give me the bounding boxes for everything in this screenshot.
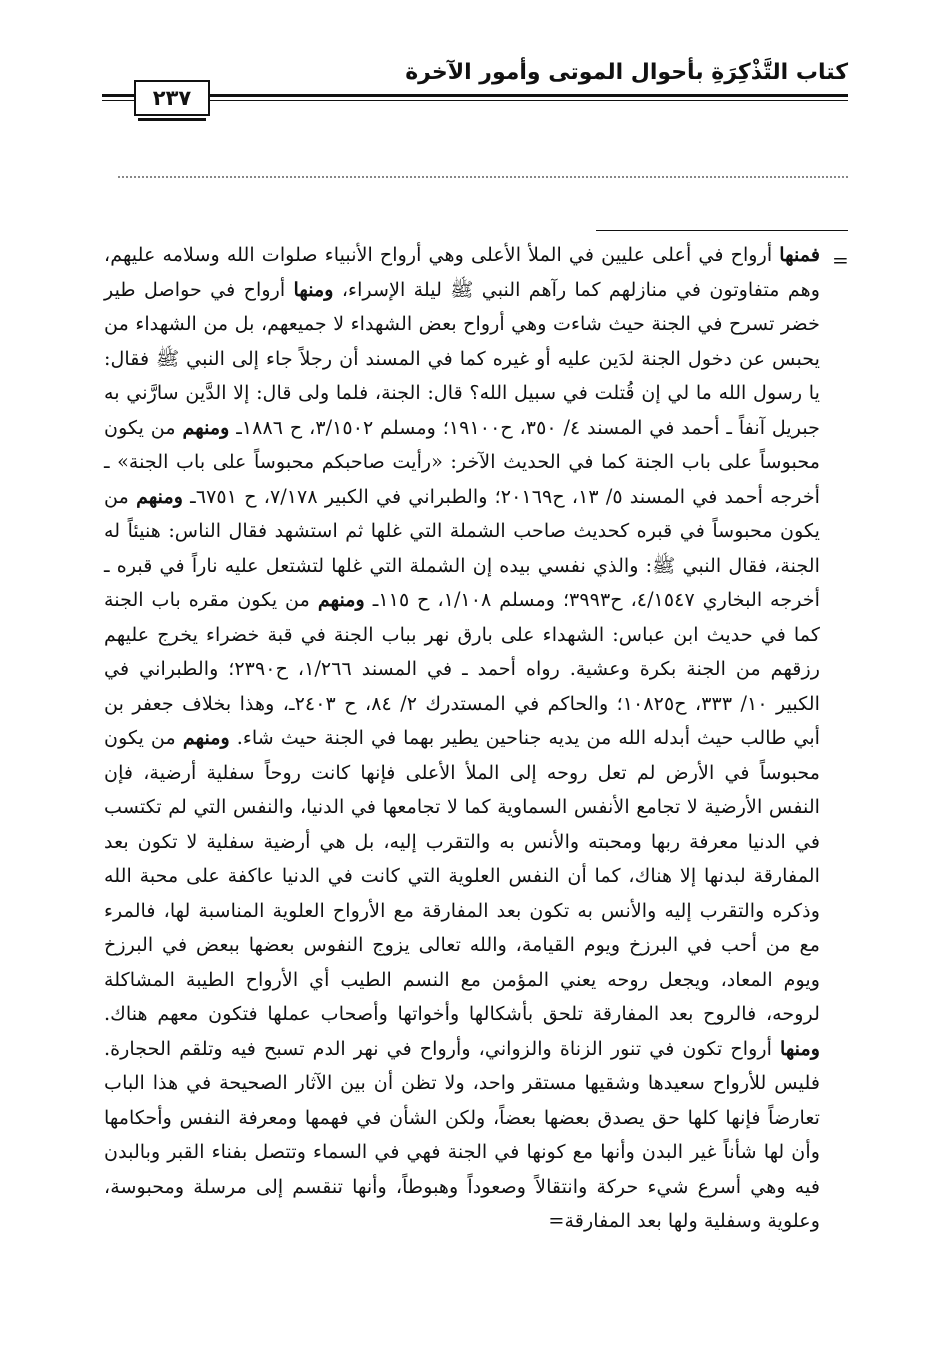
- footnote-paragraph: [104, 238, 820, 1239]
- footnote-segment: ومنها: [293, 277, 334, 301]
- footnote-segment: من يكون محبوساً في الأرض لم تعل روحه إلى الملأ الأعلى فإنها كانت روحاً سفلية أرضية، فإن النفس الأرضية لا تجامع الأنفس السماوية كما لا تجامعها في الدنيا، والنفس التي لم تكتسب في الدنيا معرفة ربها ومحبته والأنس به والتقرب إليه، بل هي أرضية سفلية لا تكون بعد المفارقة لبدنها إلا هناك، كما أن النفس العلوية التي كانت في الدنيا عاكفة على محبة الله وذكره والتقرب إليه والأنس به تكون بعد المفارقة مع الأرواح العلوية المناسبة لها، فالمرء مع من أحب في البرزخ ويوم القيامة، والله تعالى يزوج النفوس بعضها ببعض في البرزخ ويوم المعاد، ويجعل روحه يعني المؤمن مع النسم الطيب أي الأرواح الطيبة المشاكلة لروحه، فالروح بعد المفارقة تلحق بأشكالها وأخواتها وأصحاب عملها فتكون معهم هناك.: [104, 726, 820, 1025]
- footnote-rule: [596, 230, 848, 231]
- footnote-segment: ومنهم: [136, 484, 184, 508]
- footnote-continuation-marker: =: [832, 248, 849, 272]
- book-title: كتاب التَّذْكِرَةِ بأحوال الموتى وأمور الآخرة: [405, 60, 848, 85]
- footnote-segment: من يكون محبوساً على باب الجنة كما في الحديث الآخر: «رأيت صاحبكم محبوساً على باب الجنة» ـ أخرجه أحمد في المسند ٥/ ١٣، ح٢٠١٦٩؛ والطبراني في الكبير ٧/١٧٨، ح ٦٧٥١ـ: [104, 415, 821, 508]
- page-header: [102, 60, 848, 116]
- header-rule-thin: [102, 100, 848, 101]
- dotted-separator: [118, 176, 848, 178]
- footnote-segment: أرواح تكون في تنور الزناة والزواني، وأرواح في نهر الدم تسبح فيه وتلقم الحجارة. فليس للأرواح سعيدها وشقيها مستقر واحد، ولا تظن أن بين الآثار الصحيحة في هذا الباب تعارضاً فإنها كلها حق يصدق بعضها بعضاً، ولكن الشأن في فهمها ومعرفة النفس وأحكامها وأن لها شأناً غير البدن وأنها مع كونها في الجنة فهي في السماء وتتصل بفناء القبر وبالبدن فيه وهي أسرع شيء حركة وانتقالاً وصعوداً وهبوطاً، وأنها تنقسم إلى مرسلة ومحبوسة، وعلوية وسفلية ولها بعد المفارقة=: [104, 1036, 820, 1232]
- footnote-segment: ومنهم: [317, 588, 365, 611]
- page-number: ٢٣٧: [134, 80, 210, 116]
- footnote-segment: ومنهم: [182, 726, 230, 749]
- footnote-segment: فمنها: [779, 243, 820, 266]
- footnote-segment: ومنهم: [182, 415, 230, 439]
- header-rule: [102, 94, 848, 97]
- footnote-segment: أرواح في أعلى عليين في الملأ الأعلى وهي أرواح الأنبياء صلوات الله وسلامه عليهم، وهم متفاوتون في منازلهم كما رآهم النبي ﷺ ليلة الإسراء،: [104, 243, 820, 301]
- footnote-segment: ومنها: [779, 1036, 820, 1060]
- footnote-segment: من يكون محبوساً في قبره كحديث صاحب الشملة التي غلها ثم استشهد فقال الناس: هنيئاً له الجنة، فقال النبي ﷺ: والذي نفسي بيده إن الشملة التي غلها لتشتعل عليه ناراً في قبره ـ أخرجه البخاري ٤/١٥٤٧، ح٣٩٩٣؛ ومسلم ١/١٠٨، ح ١١٥ـ: [104, 484, 820, 611]
- footnote-segment: من يكون مقره باب الجنة كما في حديث ابن عباس: الشهداء على بارق نهر بباب الجنة في قبة خضراء يخرج عليهم رزقهم من الجنة بكرة وعشية. رواه أحمد ـ في المسند ١/٢٦٦، ح٢٣٩٠؛ والطبراني في الكبير ١٠/ ٣٣٣، ح١٠٨٢٥؛ والحاكم في المستدرك ٢/ ٨٤، ح ٢٤٠٣ـ، وهذا بخلاف جعفر بن أبي طالب حيث أبدله الله من يديه جناحين يطير بهما في الجنة حيث شاء.: [104, 588, 820, 749]
- footnote-segment: أرواح في حواصل طير خضر تسرح في الجنة حيث شاءت وهي أرواح بعض الشهداء لا جميعهم، بل من الشهداء من يحبس عن دخول الجنة لدَين عليه أو غيره كما في المسند أن رجلاً جاء إلى النبي ﷺ فقال: يا رسول الله ما لي إن قُتلت في سبيل الله؟ قال: الجنة، فلما ولى قال: إلا الدَّين سارَّني به جبريل آنفاً ـ أحمد في المسند ٤/ ٣٥٠، ح١٩١٠٠؛ ومسلم ٣/١٥٠٢، ح ١٨٨٦ـ: [104, 277, 820, 439]
- footnote-text: [104, 238, 820, 1239]
